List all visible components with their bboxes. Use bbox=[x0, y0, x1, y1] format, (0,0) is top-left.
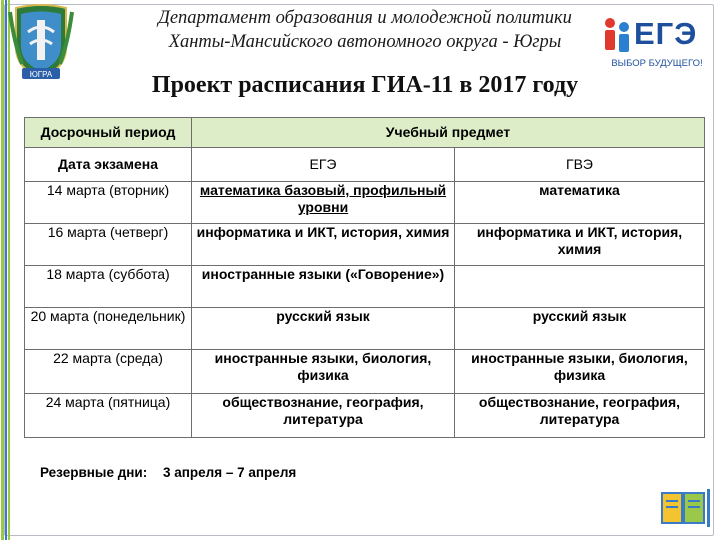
exam-date: 24 марта (пятница) bbox=[25, 394, 192, 438]
table-row bbox=[25, 350, 705, 394]
gve-subjects: иностранные языки, биология, физика bbox=[455, 350, 705, 394]
ege-figure-icon bbox=[600, 16, 634, 56]
ege-logo-text: ЕГЭ bbox=[634, 16, 698, 51]
ege-subjects: иностранные языки, биология, физика bbox=[192, 350, 455, 394]
exam-date: 16 марта (четверг) bbox=[25, 224, 192, 266]
page-title: Проект расписания ГИА-11 в 2017 году bbox=[151, 72, 579, 98]
gve-subjects: русский язык bbox=[455, 308, 705, 350]
exam-date: 22 марта (среда) bbox=[25, 350, 192, 394]
date-header: Дата экзамена bbox=[25, 148, 192, 182]
reserve-days bbox=[40, 465, 296, 480]
gve-header: ГВЭ bbox=[455, 148, 705, 182]
book-icon bbox=[660, 485, 712, 531]
ege-logo bbox=[598, 14, 716, 72]
table-row bbox=[25, 224, 705, 266]
ege-subjects: русский язык bbox=[192, 308, 455, 350]
table-subheader-row bbox=[25, 148, 705, 182]
ege-subjects bbox=[192, 182, 455, 224]
period-header: Досрочный период bbox=[25, 118, 192, 148]
table-header-row bbox=[25, 118, 705, 148]
ege-header: ЕГЭ bbox=[192, 148, 455, 182]
department-name-line2: Ханты-Мансийского автономного округа - Югры bbox=[168, 32, 562, 52]
gve-subjects bbox=[455, 266, 705, 308]
ege-logo-subtitle: ВЫБОР БУДУЩЕГО! bbox=[611, 58, 703, 69]
ege-subjects: обществознание, география, литература bbox=[192, 394, 455, 438]
table-row bbox=[25, 266, 705, 308]
gve-subjects: информатика и ИКТ, история, химия bbox=[455, 224, 705, 266]
exam-date: 18 марта (суббота) bbox=[25, 266, 192, 308]
reserve-days-label: Резервные дни: bbox=[40, 465, 148, 480]
exam-date: 20 марта (понедельник) bbox=[25, 308, 192, 350]
table-row bbox=[25, 182, 705, 224]
reserve-days-value: 3 апреля – 7 апреля bbox=[163, 465, 297, 480]
ege-subjects-text: математика базовый, профильный уровни bbox=[199, 182, 447, 215]
table-row bbox=[25, 308, 705, 350]
ege-subjects: информатика и ИКТ, история, химия bbox=[192, 224, 455, 266]
exam-date: 14 марта (вторник) bbox=[25, 182, 192, 224]
emblem-banner-text: ЮГРА bbox=[29, 70, 53, 79]
gve-subjects: обществознание, география, литература bbox=[455, 394, 705, 438]
table-row bbox=[25, 394, 705, 438]
gve-subjects: математика bbox=[455, 182, 705, 224]
ege-subjects: иностранные языки («Говорение») bbox=[192, 266, 455, 308]
department-name-line1: Департамент образования и молодежной политики bbox=[158, 8, 572, 28]
subject-header: Учебный предмет bbox=[192, 118, 705, 148]
exam-schedule-table bbox=[24, 117, 705, 438]
